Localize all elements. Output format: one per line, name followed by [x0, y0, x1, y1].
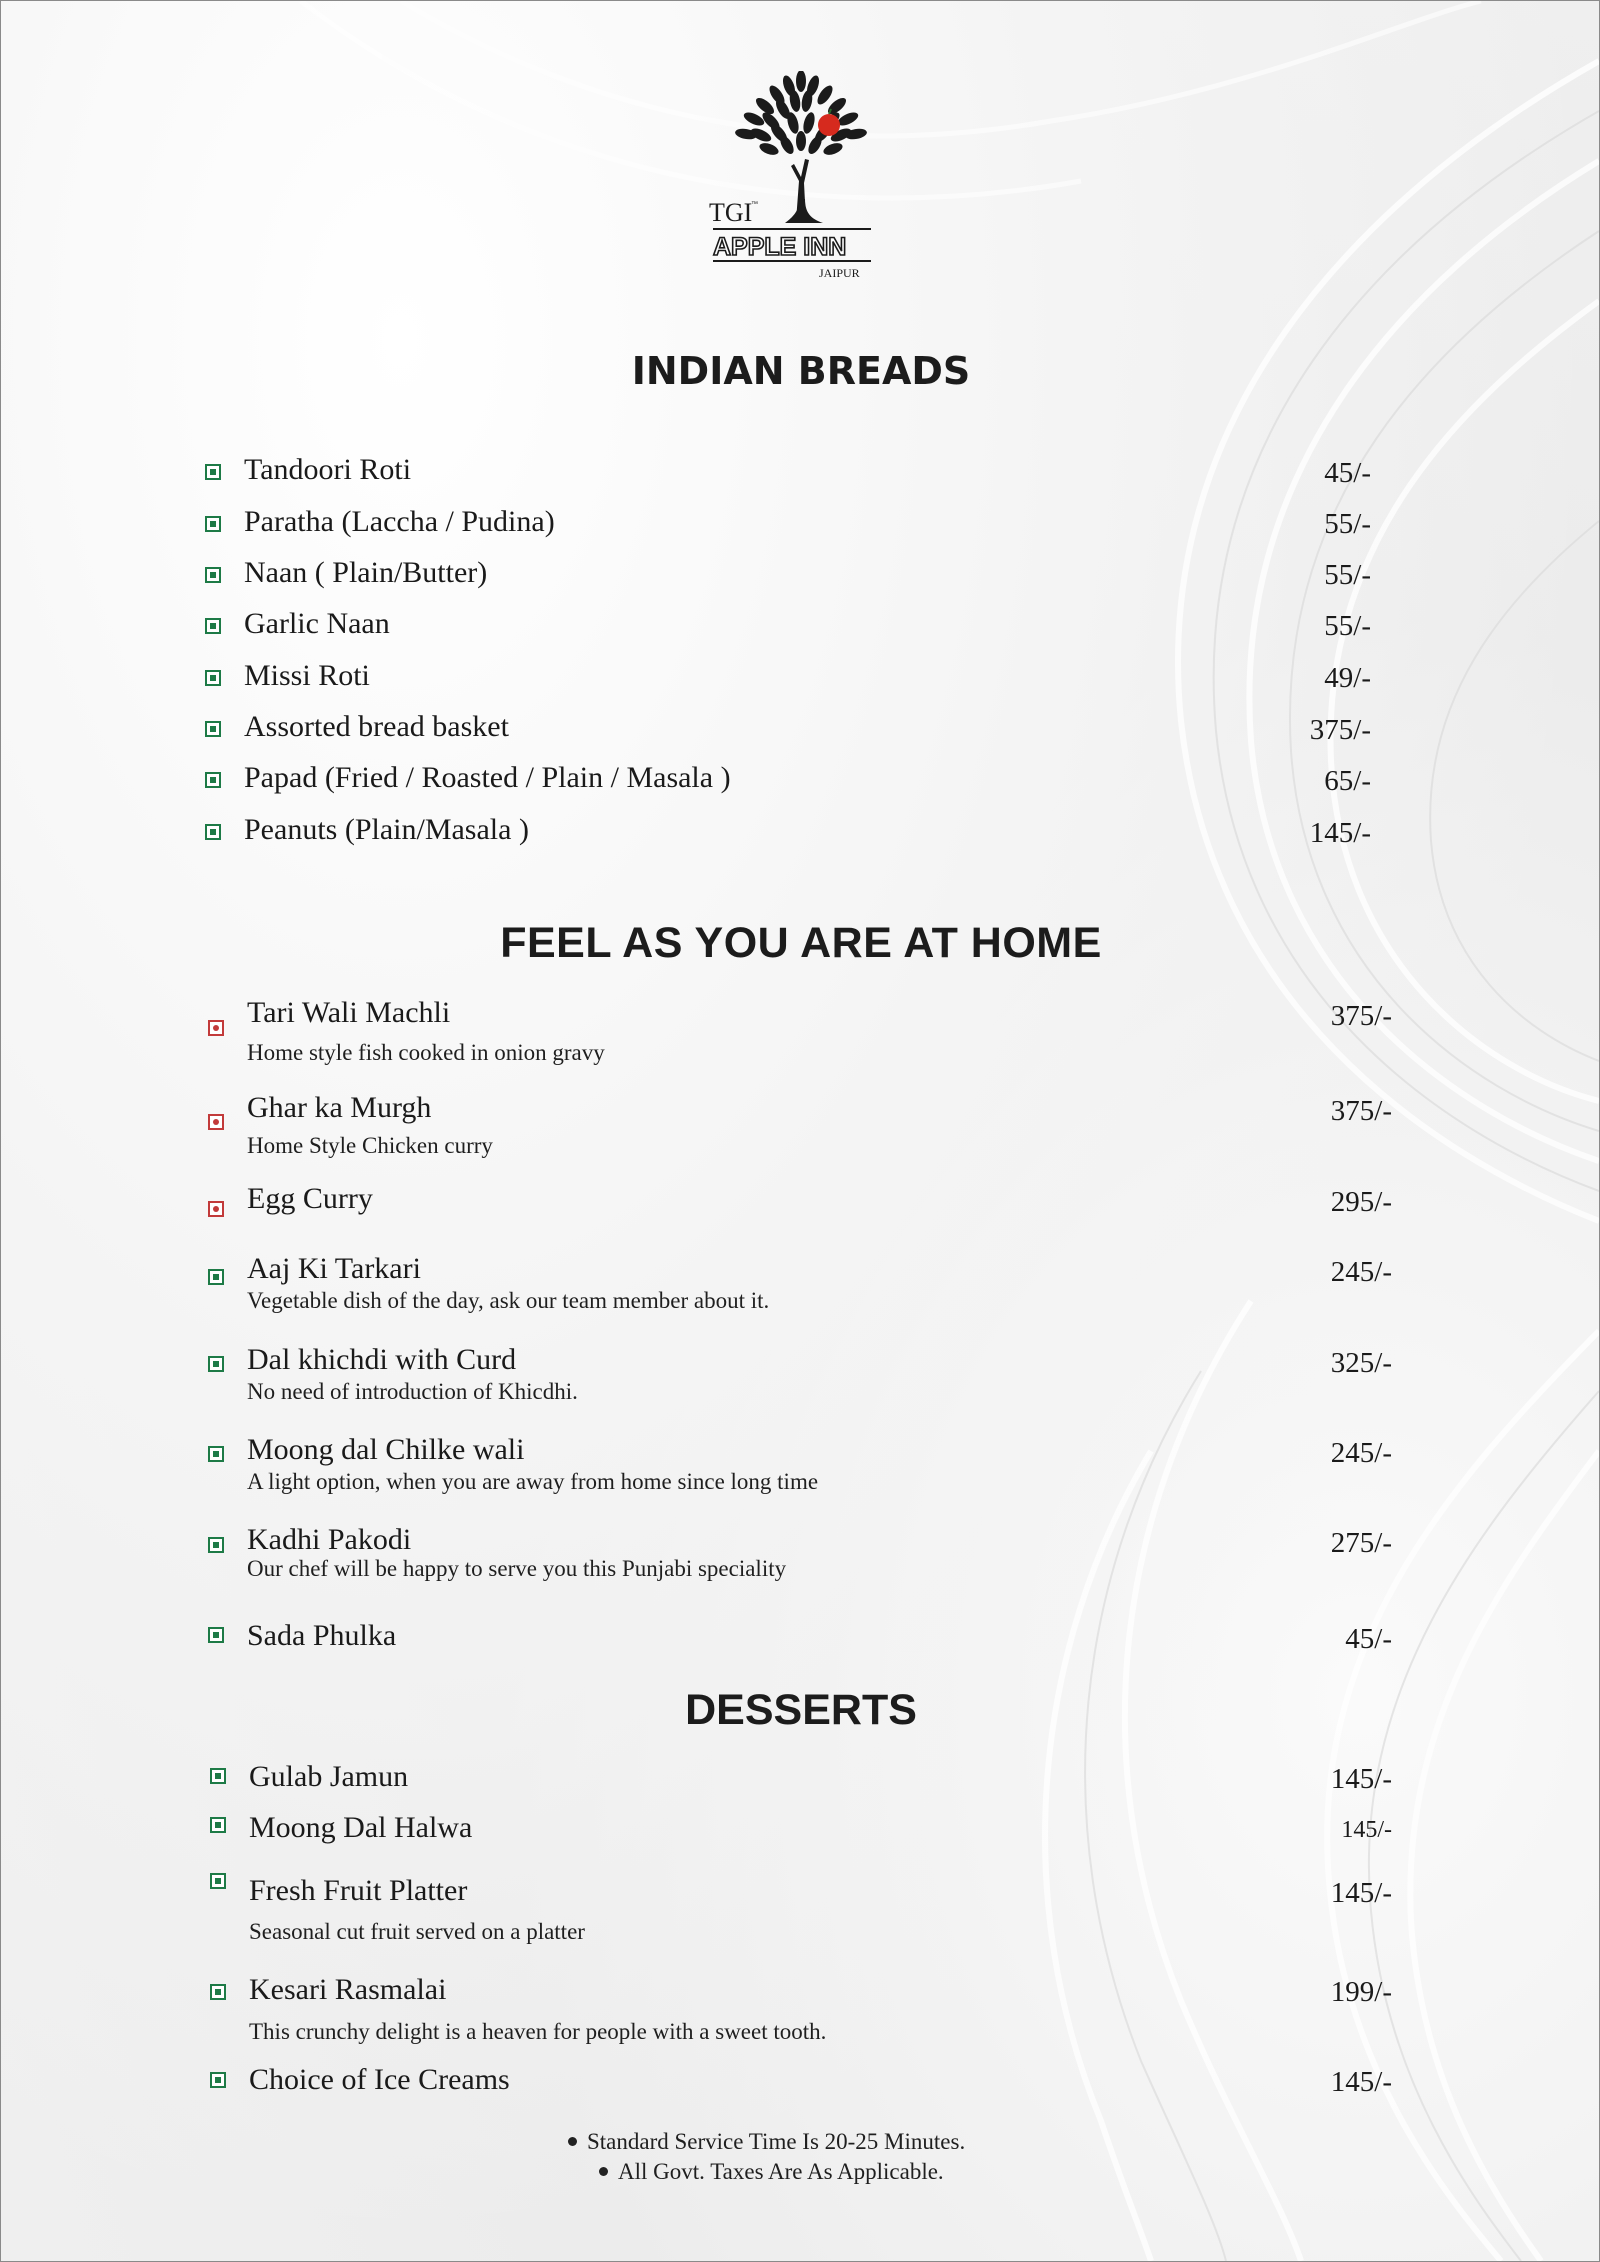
veg-symbol-icon [210, 1873, 226, 1889]
menu-item-description: Home style fish cooked in onion gravy [247, 1040, 605, 1065]
veg-symbol-icon [210, 1768, 226, 1784]
menu-item-price: 145/- [1330, 1877, 1392, 1909]
menu-item-name: Kesari Rasmalai [249, 1973, 447, 2006]
note-taxes [599, 2159, 944, 2185]
menu-item-name: Missi Roti [244, 659, 370, 692]
menu-item-description: No need of introduction of Khicdhi. [247, 1379, 578, 1404]
menu-item-price: 65/- [1324, 765, 1371, 797]
menu-item-description: Seasonal cut fruit served on a platter [249, 1919, 585, 1944]
veg-symbol-icon [205, 721, 221, 737]
veg-symbol-icon [205, 516, 221, 532]
menu-item-description: Our chef will be happy to serve you this Punjabi speciality [247, 1556, 787, 1581]
menu-item-name: Naan ( Plain/Butter) [244, 556, 488, 589]
menu-item-name: Choice of Ice Creams [249, 2063, 510, 2096]
apple-inn-logo [701, 71, 901, 286]
menu-item-name: Sada Phulka [247, 1619, 397, 1652]
veg-symbol-icon [208, 1446, 224, 1462]
veg-symbol-icon [208, 1627, 224, 1643]
logo-name: APPLE INN [713, 233, 847, 261]
veg-symbol-icon [210, 1817, 226, 1833]
menu-item-name: Aaj Ki Tarkari [247, 1252, 421, 1285]
veg-symbol-icon [208, 1269, 224, 1285]
logo-city: JAIPUR [819, 266, 860, 280]
non-veg-symbol-icon [208, 1114, 224, 1130]
menu-item-price: 325/- [1330, 1347, 1392, 1379]
veg-symbol-icon [210, 1984, 226, 2000]
veg-symbol-icon [205, 824, 221, 840]
menu-item-name: Fresh Fruit Platter [249, 1874, 468, 1907]
menu-item-price: 275/- [1330, 1527, 1392, 1559]
menu-item-price: 55/- [1324, 559, 1371, 591]
menu-item-name: Kadhi Pakodi [247, 1523, 412, 1556]
menu-item-price: 375/- [1330, 1095, 1392, 1127]
menu-item-description: Home Style Chicken curry [247, 1133, 493, 1158]
menu-item-name: Papad (Fried / Roasted / Plain / Masala ) [244, 761, 731, 794]
menu-item-price: 245/- [1330, 1256, 1392, 1288]
veg-symbol-icon [208, 1356, 224, 1372]
logo-prefix: TGI [709, 198, 753, 227]
menu-item-name: Moong Dal Halwa [249, 1811, 473, 1844]
non-veg-symbol-icon [208, 1201, 224, 1217]
menu-item-name: Peanuts (Plain/Masala ) [244, 813, 529, 846]
menu-item-name: Garlic Naan [244, 607, 390, 640]
section-title-feel-at-home: FEEL AS YOU ARE AT HOME [500, 919, 1102, 967]
veg-symbol-icon [210, 2072, 226, 2088]
menu-item-description: Vegetable dish of the day, ask our team member about it. [247, 1288, 770, 1313]
background-swirl-pattern [1, 1, 1599, 2261]
menu-item-price: 145/- [1330, 2066, 1392, 2098]
menu-item-price: 55/- [1324, 610, 1371, 642]
menu-item-price: 199/- [1330, 1976, 1392, 2008]
note-text: All Govt. Taxes Are As Applicable. [618, 2159, 944, 2184]
bullet-icon [568, 2137, 577, 2146]
menu-item-price: 375/- [1309, 714, 1371, 746]
menu-item-description: This crunchy delight is a heaven for people with a sweet tooth. [249, 2019, 827, 2044]
veg-symbol-icon [208, 1537, 224, 1553]
bullet-icon [599, 2167, 608, 2176]
logo-tm: ™ [751, 201, 758, 208]
menu-item-name: Paratha (Laccha / Pudina) [244, 505, 555, 538]
menu-item-name: Egg Curry [247, 1182, 373, 1215]
menu-item-description: A light option, when you are away from home since long time [247, 1469, 819, 1494]
note-text: Standard Service Time Is 20-25 Minutes. [587, 2129, 966, 2154]
menu-item-price: 45/- [1324, 457, 1371, 489]
section-title-indian-breads: INDIAN BREADS [631, 349, 971, 393]
menu-item-name: Tandoori Roti [244, 453, 412, 486]
menu-item-price: 375/- [1330, 1000, 1392, 1032]
veg-symbol-icon [205, 567, 221, 583]
menu-item-price: 145/- [1341, 1817, 1392, 1843]
menu-item-name: Moong dal Chilke wali [247, 1433, 525, 1466]
menu-item-price: 45/- [1345, 1623, 1392, 1655]
menu-item-name: Dal khichdi with Curd [247, 1343, 517, 1376]
menu-item-price: 55/- [1324, 508, 1371, 540]
non-veg-symbol-icon [208, 1020, 224, 1036]
apple-icon [818, 114, 840, 136]
menu-item-name: Ghar ka Murgh [247, 1091, 432, 1124]
menu-item-name: Gulab Jamun [249, 1760, 409, 1793]
veg-symbol-icon [205, 464, 221, 480]
veg-symbol-icon [205, 618, 221, 634]
menu-item-price: 295/- [1330, 1186, 1392, 1218]
note-service-time [568, 2129, 965, 2155]
veg-symbol-icon [205, 670, 221, 686]
menu-item-price: 245/- [1330, 1437, 1392, 1469]
menu-item-name: Tari Wali Machli [247, 996, 451, 1029]
menu-item-price: 49/- [1324, 662, 1371, 694]
section-title-desserts: DESSERTS [685, 1686, 917, 1734]
veg-symbol-icon [205, 772, 221, 788]
menu-item-price: 145/- [1330, 1763, 1392, 1795]
menu-item-price: 145/- [1309, 817, 1371, 849]
menu-item-name: Assorted bread basket [244, 710, 509, 743]
